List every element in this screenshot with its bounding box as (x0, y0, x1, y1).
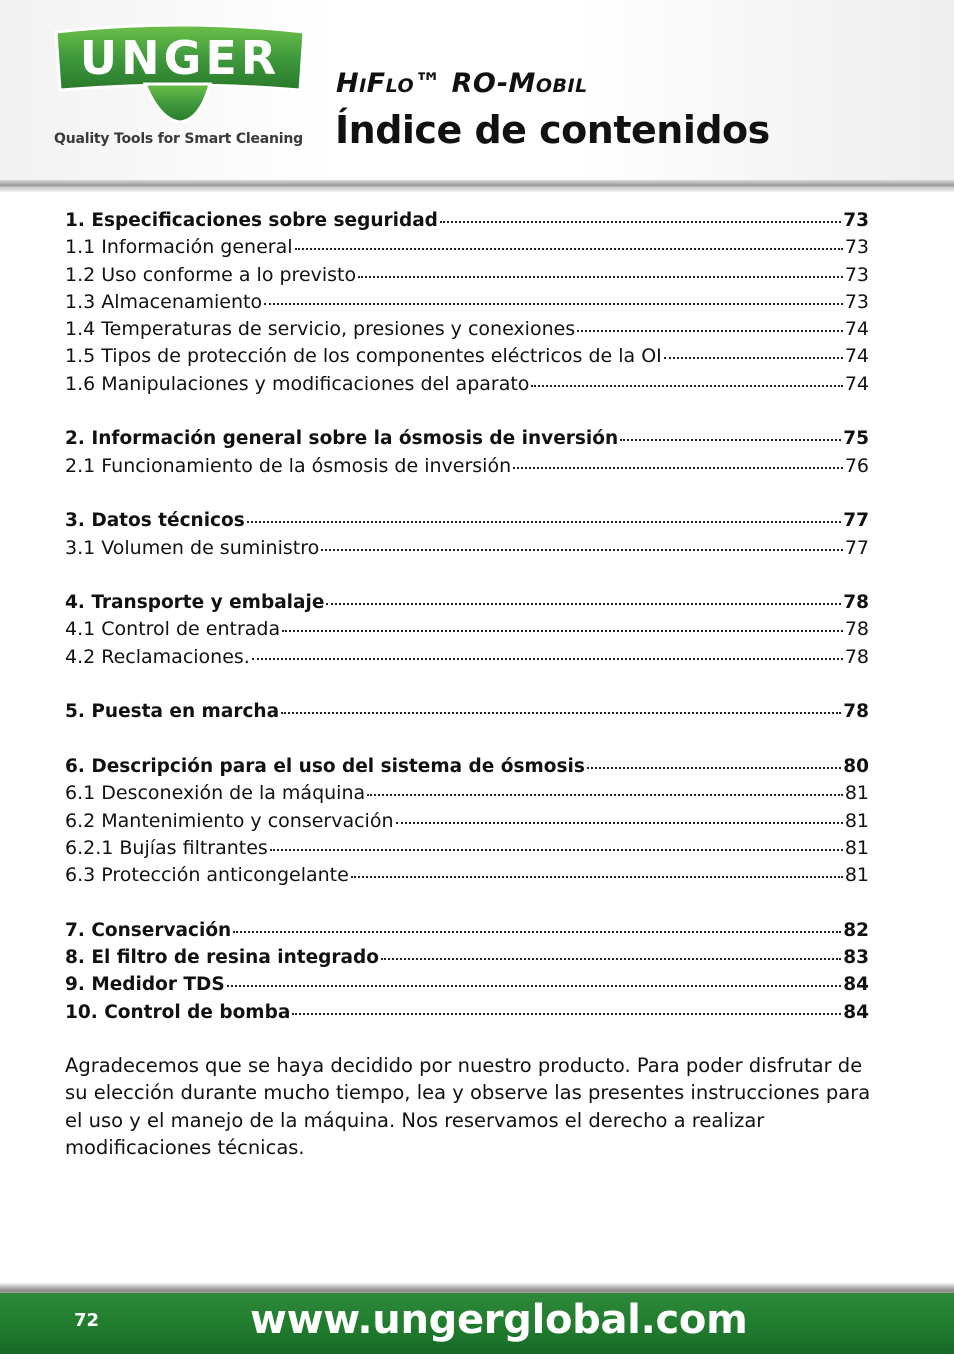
logo-text: UNGER (79, 31, 281, 85)
toc-page-number: 73 (844, 236, 869, 259)
toc-label: 6.1 Desconexión de la máquina (65, 782, 366, 805)
toc-page-number: 76 (844, 454, 869, 477)
toc-leader-dots (282, 629, 843, 632)
toc-leader-dots (664, 356, 843, 359)
toc-page-number: 75 (843, 428, 869, 450)
toc-leader-dots (351, 875, 843, 878)
toc-section[interactable] (65, 507, 869, 534)
toc-section[interactable] (65, 999, 869, 1026)
toc-leader-dots (440, 220, 841, 223)
toc-leader-dots (620, 438, 841, 441)
toc-label: 6.2.1 Bujías filtrantes (65, 836, 268, 859)
toc-spacer (65, 889, 869, 916)
toc-label: 1.2 Uso conforme a lo previsto (65, 263, 357, 286)
product-name: HiFlo™ RO-Mobil (336, 68, 588, 99)
toc-label: 3. Datos técnicos (65, 510, 245, 532)
toc-label: 5. Puesta en marcha (65, 701, 280, 723)
toc-page-number: 73 (844, 263, 869, 286)
toc-page-number: 77 (844, 536, 869, 559)
toc-leader-dots (577, 329, 843, 332)
toc-label: 3.1 Volumen de suministro (65, 536, 320, 559)
toc-subsection[interactable] (65, 289, 869, 316)
toc-page-number: 73 (844, 290, 869, 313)
toc-label: 1.6 Manipulaciones y modificaciones del aparato (65, 372, 530, 395)
toc-subsection[interactable] (65, 262, 869, 289)
toc-leader-dots (321, 548, 843, 551)
toc-page-number: 73 (843, 210, 869, 231)
toc-label: 6. Descripción para el uso del sistema de ósmosis (65, 755, 585, 777)
toc-page-number: 83 (843, 947, 869, 969)
toc-subsection[interactable] (65, 862, 869, 889)
toc-label: 4.1 Control de entrada (65, 618, 281, 641)
toc-page-number: 77 (843, 510, 869, 532)
toc-label: 4.2 Reclamaciones. (65, 645, 250, 668)
toc-subsection[interactable] (65, 835, 869, 862)
table-of-contents (65, 207, 869, 1026)
toc-page-number: 84 (843, 1001, 869, 1023)
toc-leader-dots (295, 247, 843, 250)
toc-page-number: 78 (844, 618, 869, 641)
page-title: Índice de contenidos (335, 108, 770, 152)
toc-section[interactable] (65, 698, 869, 725)
website-url[interactable]: www.ungerglobal.com (250, 1297, 748, 1343)
toc-label: 10. Control de bomba (65, 1001, 291, 1023)
toc-subsection[interactable] (65, 808, 869, 835)
toc-page-number: 82 (843, 919, 869, 941)
toc-leader-dots (326, 602, 841, 605)
toc-page-number: 80 (843, 755, 869, 777)
toc-label: 1.5 Tipos de protección de los componentes eléctricos de la OI (65, 345, 662, 368)
toc-leader-dots (270, 848, 843, 851)
toc-subsection[interactable] (65, 316, 869, 343)
toc-label: 6.2 Mantenimiento y conservación (65, 809, 394, 832)
toc-page-number: 74 (844, 372, 869, 395)
toc-subsection[interactable] (65, 234, 869, 261)
toc-page-number: 74 (844, 345, 869, 368)
toc-leader-dots (252, 657, 843, 660)
toc-page-number: 78 (843, 701, 869, 723)
toc-subsection[interactable] (65, 343, 869, 370)
toc-spacer (65, 480, 869, 507)
toc-leader-dots (381, 957, 841, 960)
toc-label: 1.1 Información general (65, 236, 293, 259)
toc-page-number: 81 (844, 864, 869, 887)
logo-tagline: Quality Tools for Smart Cleaning (54, 131, 303, 147)
toc-leader-dots (513, 466, 843, 469)
intro-paragraph: Agradecemos que se haya decidido por nuestro producto. Para poder disfrutar de su elección durante mucho tiempo, lea y observe las presentes instrucciones para el uso y el manejo de la máquina. Nos reservamos el derecho a realizar modificaciones técnicas. (65, 1054, 871, 1159)
toc-page-number: 78 (844, 645, 869, 668)
toc-spacer (65, 726, 869, 753)
toc-section[interactable] (65, 917, 869, 944)
toc-section[interactable] (65, 425, 869, 452)
toc-leader-dots (247, 520, 842, 523)
toc-leader-dots (281, 711, 841, 714)
toc-leader-dots (292, 1012, 841, 1015)
toc-leader-dots (233, 930, 841, 933)
toc-leader-dots (227, 984, 842, 987)
toc-spacer (65, 671, 869, 698)
toc-page-number: 81 (844, 836, 869, 859)
toc-subsection[interactable] (65, 616, 869, 643)
page-number: 72 (74, 1310, 100, 1331)
toc-leader-dots (367, 793, 843, 796)
toc-subsection[interactable] (65, 371, 869, 398)
toc-spacer (65, 562, 869, 589)
toc-leader-dots (264, 302, 843, 305)
toc-label: 1.4 Temperaturas de servicio, presiones y conexiones (65, 318, 576, 341)
header-divider (0, 180, 954, 192)
toc-subsection[interactable] (65, 644, 869, 671)
toc-label: 2. Información general sobre la ósmosis de inversión (65, 428, 619, 450)
toc-label: 2.1 Funcionamiento de la ósmosis de inversión (65, 454, 512, 477)
toc-label: 9. Medidor TDS (65, 974, 225, 996)
toc-subsection[interactable] (65, 535, 869, 562)
toc-page-number: 84 (843, 974, 869, 996)
toc-page-number: 74 (844, 318, 869, 341)
toc-subsection[interactable] (65, 453, 869, 480)
toc-label: 1. Especificaciones sobre seguridad (65, 210, 438, 231)
toc-section[interactable] (65, 944, 869, 971)
toc-leader-dots (358, 275, 843, 278)
toc-section[interactable] (65, 589, 869, 616)
toc-leader-dots (587, 766, 841, 769)
toc-section[interactable] (65, 207, 869, 234)
toc-label: 7. Conservación (65, 919, 232, 941)
toc-label: 8. El filtro de resina integrado (65, 947, 379, 969)
toc-page-number: 81 (844, 782, 869, 805)
toc-page-number: 81 (844, 809, 869, 832)
toc-label: 4. Transporte y embalaje (65, 592, 325, 614)
toc-label: 1.3 Almacenamiento (65, 290, 263, 313)
toc-page-number: 78 (843, 592, 869, 614)
toc-section[interactable] (65, 753, 869, 780)
toc-leader-dots (531, 384, 842, 387)
toc-leader-dots (396, 821, 843, 824)
toc-section[interactable] (65, 971, 869, 998)
toc-spacer (65, 398, 869, 425)
toc-subsection[interactable] (65, 780, 869, 807)
toc-label: 6.3 Protección anticongelante (65, 864, 349, 887)
